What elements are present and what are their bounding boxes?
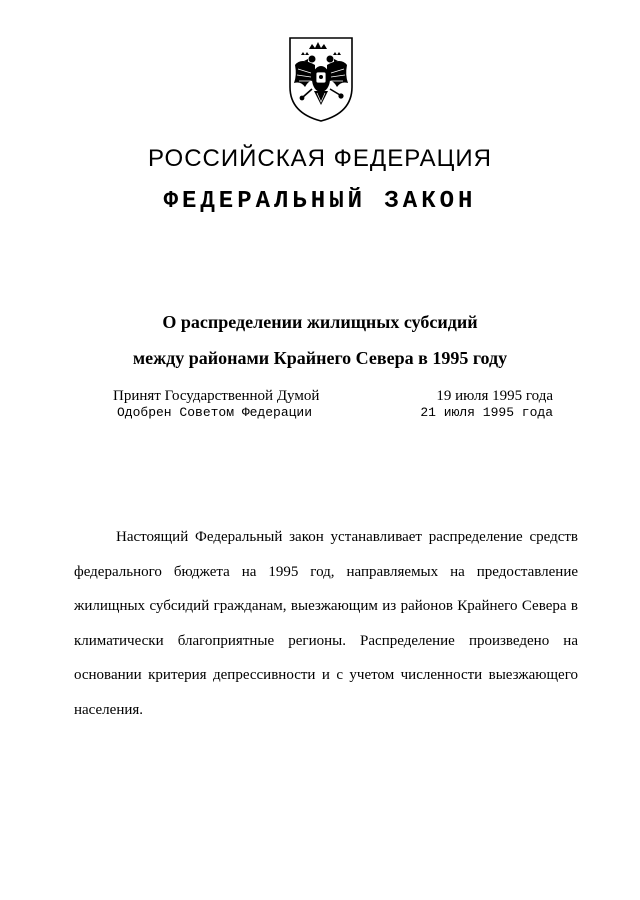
duma-date: 19 июля 1995 года	[436, 388, 553, 404]
adoption-council-row	[113, 405, 553, 423]
adoption-duma-row	[113, 388, 553, 406]
council-label: Одобрен Советом Федерации	[117, 405, 313, 420]
country-name: РОССИЙСКАЯ ФЕДЕРАЦИЯ	[148, 145, 492, 172]
duma-label: Принят Государственной Думой	[113, 388, 320, 404]
law-body-paragraph: Настоящий Федеральный закон устанавливает распределение средств федерального бюджета на 1995 год, направляемых на предоставление жилищных субсидий гражданам, выезжающим из районов Крайнего Севера в климатически благоприятные регионы. Распределение произведено на основании критерия депрессивности и с учетом численности выезжающего населения.	[74, 529, 578, 718]
law-title-line-2: между районами Крайнего Севера в 1995 году	[132, 348, 508, 368]
law-title-line-1: О распределении жилищных субсидий	[162, 312, 478, 332]
council-date: 21 июля 1995 года	[420, 405, 553, 420]
coat-of-arms-icon	[287, 35, 355, 123]
document-type: ФЕДЕРАЛЬНЫЙ ЗАКОН	[163, 188, 477, 215]
